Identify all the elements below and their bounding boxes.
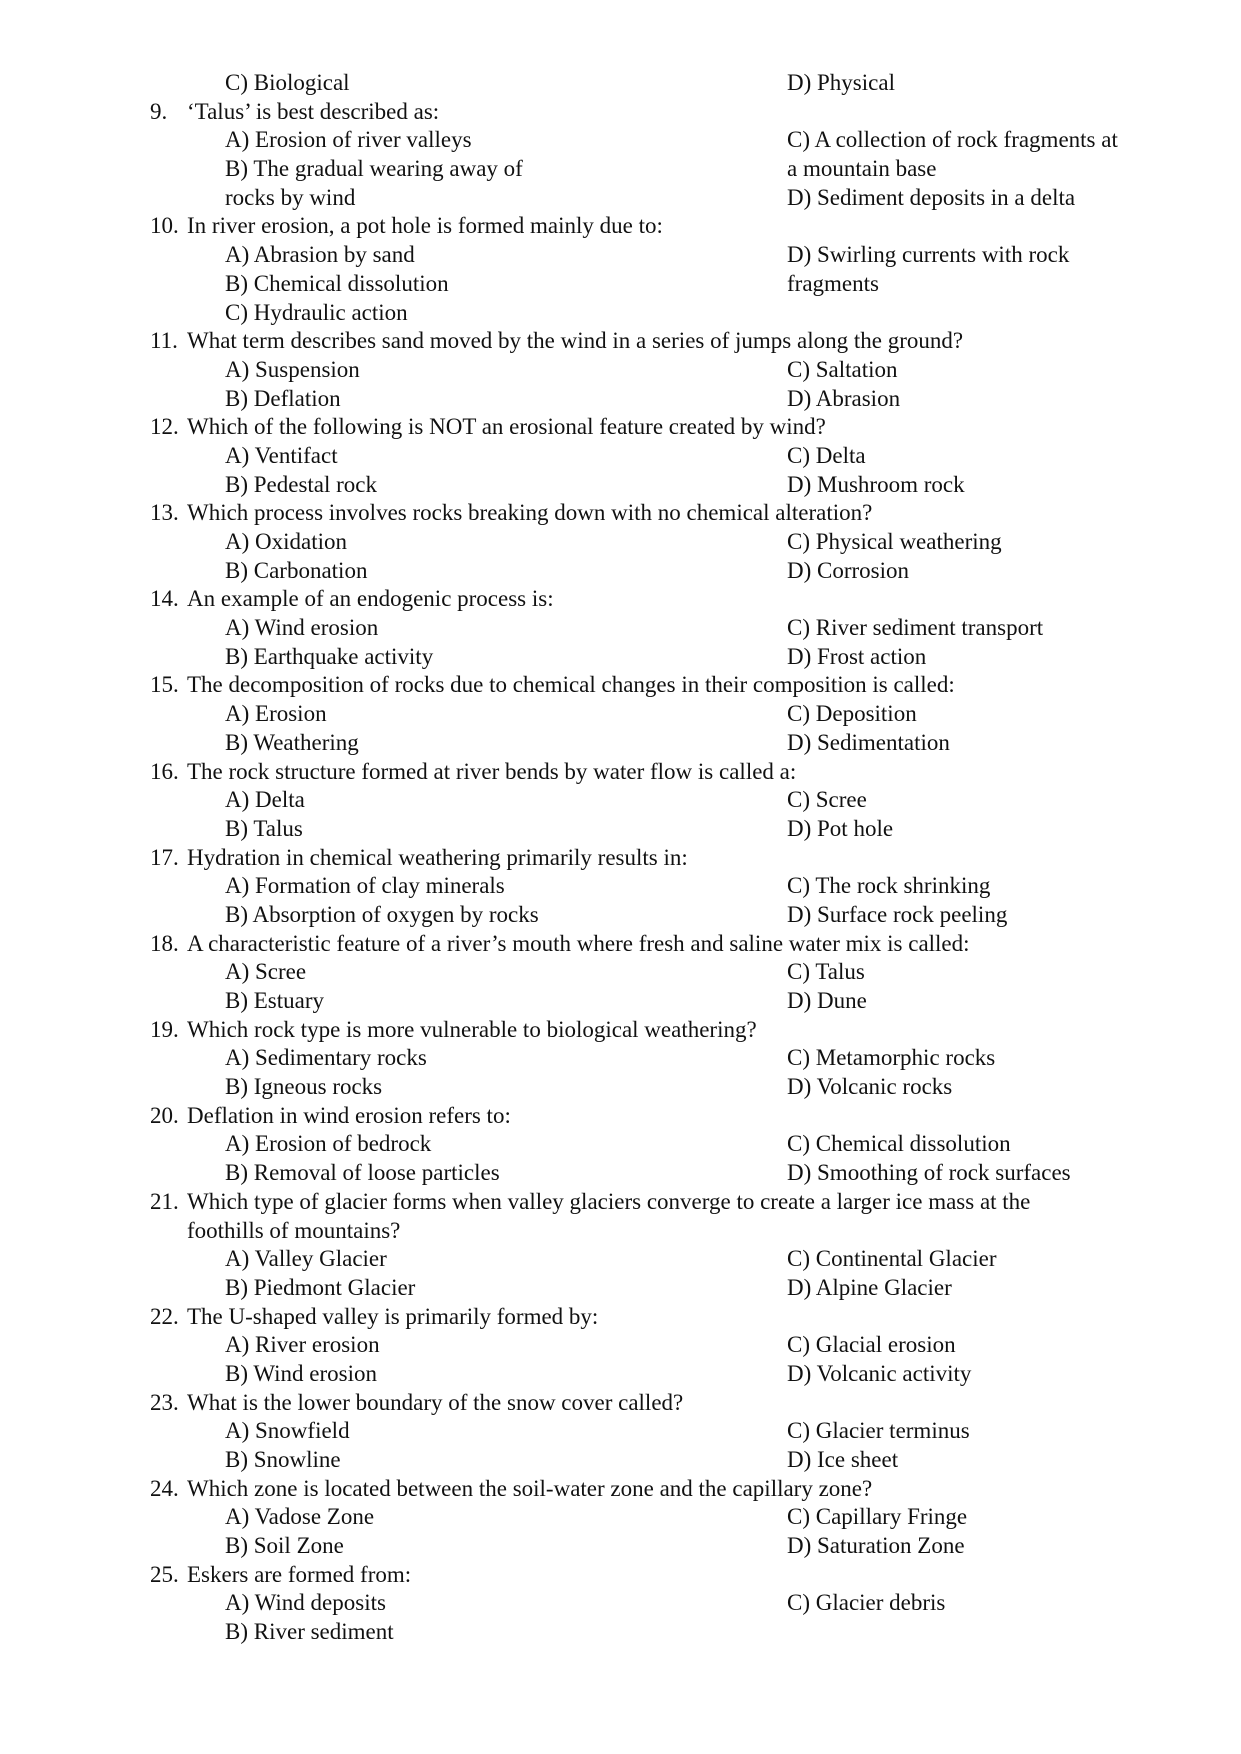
options-row: [0, 987, 1241, 1016]
question-row: [0, 1561, 1241, 1590]
options-row: [0, 1159, 1241, 1188]
question-row: [0, 413, 1241, 442]
option-right: D) Pot hole: [787, 815, 894, 841]
option-right: C) Deposition: [787, 701, 917, 727]
option-left: B) Carbonation: [225, 557, 368, 583]
option-left: B) Removal of loose particles: [225, 1160, 500, 1186]
option-left: B) Talus: [225, 815, 303, 841]
question-number: 23.: [150, 1389, 179, 1415]
options-row: [0, 1274, 1241, 1303]
options-row: [0, 1532, 1241, 1561]
options-row: [0, 155, 1241, 184]
options-row: [0, 872, 1241, 901]
question-text: Which rock type is more vulnerable to biological weathering?: [187, 1016, 757, 1042]
option-right: C) Metamorphic rocks: [787, 1045, 996, 1071]
option-right: D) Saturation Zone: [787, 1533, 965, 1559]
option-left: A) Formation of clay minerals: [225, 873, 505, 899]
option-right: D) Corrosion: [787, 557, 910, 583]
option-left: B) Soil Zone: [225, 1533, 344, 1559]
option-left: B) Estuary: [225, 988, 325, 1013]
option-left: A) Snowfield: [225, 1418, 350, 1444]
option-right: D) Ice sheet: [787, 1447, 899, 1472]
question-number: 15.: [150, 672, 179, 698]
option-left: A) Abrasion by sand: [225, 242, 415, 268]
question-number: 24.: [150, 1475, 179, 1501]
options-row: [0, 901, 1241, 930]
options-row: [0, 1503, 1241, 1532]
options-row: [0, 643, 1241, 672]
question-row-continued: [0, 1217, 1241, 1246]
options-row: [0, 442, 1241, 471]
question-row: [0, 1389, 1241, 1418]
question-text: What is the lower boundary of the snow cover called?: [187, 1389, 684, 1415]
question-text: Which type of glacier forms when valley glaciers converge to create a larger ice mass at the: [187, 1188, 1031, 1214]
options-row: [0, 700, 1241, 729]
question-row: [0, 1102, 1241, 1131]
option-left: B) Deflation: [225, 385, 341, 411]
option-right: C) Scree: [787, 787, 867, 813]
option-right: C) Physical weathering: [787, 529, 1002, 554]
option-left: A) Erosion of bedrock: [225, 1131, 432, 1157]
question-number: 18.: [150, 930, 179, 956]
question-number: 10.: [150, 213, 179, 239]
option-left: A) Erosion of river valleys: [225, 127, 472, 153]
question-text: Eskers are formed from:: [187, 1561, 412, 1587]
question-number: 19.: [150, 1016, 179, 1042]
options-row: [0, 1360, 1241, 1389]
options-row: [0, 184, 1241, 213]
option-right: D) Sedimentation: [787, 729, 950, 755]
options-row: [0, 126, 1241, 155]
option-right: C) Talus: [787, 959, 865, 985]
option-right: D) Mushroom rock: [787, 471, 965, 497]
option-left: A) Wind erosion: [225, 615, 379, 641]
question-number: 13.: [150, 500, 179, 526]
options-row: [0, 270, 1241, 299]
option-left: B) Piedmont Glacier: [225, 1274, 416, 1300]
option-right: C) The rock shrinking: [787, 873, 991, 899]
question-number: 16.: [150, 758, 179, 784]
options-row: [0, 1417, 1241, 1446]
options-row: [0, 614, 1241, 643]
options-row: [0, 815, 1241, 844]
option-right: C) Delta: [787, 442, 866, 468]
options-row: [0, 1589, 1241, 1618]
options-row: [0, 1044, 1241, 1073]
option-left: rocks by wind: [225, 184, 356, 210]
option-right: D) Dune: [787, 988, 867, 1013]
question-row: [0, 327, 1241, 356]
option-left: A) Oxidation: [225, 529, 348, 554]
question-page: [0, 69, 1241, 1647]
option-right: C) Continental Glacier: [787, 1246, 997, 1272]
option-left: A) Valley Glacier: [225, 1246, 387, 1272]
option-right: D) Sediment deposits in a delta: [787, 184, 1076, 210]
question-row: [0, 1188, 1241, 1217]
question-number: 17.: [150, 844, 179, 870]
question-text: The decomposition of rocks due to chemical changes in their composition is called:: [187, 672, 955, 698]
question-text: In river erosion, a pot hole is formed mainly due to:: [187, 213, 663, 239]
question-row: [0, 1475, 1241, 1504]
question-number: 25.: [150, 1561, 179, 1587]
question-number: 20.: [150, 1102, 179, 1128]
option-left: B) Absorption of oxygen by rocks: [225, 901, 539, 927]
options-row: [0, 1331, 1241, 1360]
leading-options-row: [0, 69, 1241, 98]
option-left: A) Sedimentary rocks: [225, 1045, 427, 1071]
option-right: C) A collection of rock fragments at: [787, 127, 1118, 153]
option-left: C) Hydraulic action: [225, 299, 408, 325]
question-text: What term describes sand moved by the wind in a series of jumps along the ground?: [187, 328, 964, 354]
option-left: A) River erosion: [225, 1332, 380, 1358]
option-left: A) Ventifact: [225, 442, 338, 468]
option-right: C) Saltation: [787, 356, 898, 382]
question-number: 21.: [150, 1188, 179, 1214]
question-text: Which of the following is NOT an erosional feature created by wind?: [187, 414, 826, 440]
option-right: C) Chemical dissolution: [787, 1131, 1011, 1157]
question-row: [0, 98, 1241, 127]
option-right: a mountain base: [787, 156, 937, 182]
question-number: 12.: [150, 414, 179, 440]
question-row: [0, 758, 1241, 787]
option-right: D) Abrasion: [787, 385, 901, 411]
question-text: The rock structure formed at river bends by water flow is called a:: [187, 758, 797, 784]
options-row: [0, 385, 1241, 414]
question-text: The U-shaped valley is primarily formed by:: [187, 1303, 599, 1329]
question-text: Hydration in chemical weathering primarily results in:: [187, 844, 688, 870]
options-row: [0, 1245, 1241, 1274]
question-text: A characteristic feature of a river’s mouth where fresh and saline water mix is called:: [187, 930, 970, 956]
options-row: [0, 471, 1241, 500]
option-left: A) Vadose Zone: [225, 1504, 375, 1530]
option-right: C) River sediment transport: [787, 615, 1044, 641]
options-row: [0, 557, 1241, 586]
option-d: D) Physical: [787, 70, 895, 95]
question-row: [0, 844, 1241, 873]
option-left: B) Chemical dissolution: [225, 270, 449, 296]
question-row: [0, 585, 1241, 614]
option-left: B) Earthquake activity: [225, 643, 434, 669]
options-row: [0, 786, 1241, 815]
options-row: [0, 1073, 1241, 1102]
question-text: Which process involves rocks breaking down with no chemical alteration?: [187, 500, 873, 526]
question-row: [0, 1303, 1241, 1332]
option-left: A) Scree: [225, 959, 307, 985]
option-left: B) River sediment: [225, 1619, 394, 1645]
options-row: [0, 729, 1241, 758]
option-left: B) Snowline: [225, 1447, 341, 1472]
question-row: [0, 930, 1241, 959]
option-left: A) Wind deposits: [225, 1590, 386, 1616]
options-row: [0, 299, 1241, 328]
options-row: [0, 356, 1241, 385]
option-right: D) Volcanic rocks: [787, 1074, 953, 1100]
option-left: B) Pedestal rock: [225, 471, 378, 497]
option-right: D) Alpine Glacier: [787, 1274, 952, 1300]
question-text: Which zone is located between the soil-water zone and the capillary zone?: [187, 1475, 873, 1501]
options-row: [0, 241, 1241, 270]
option-left: B) Wind erosion: [225, 1360, 377, 1386]
question-number: 14.: [150, 586, 179, 612]
question-row: [0, 671, 1241, 700]
question-number: 22.: [150, 1303, 179, 1329]
option-right: D) Swirling currents with rock: [787, 242, 1070, 268]
question-row: [0, 499, 1241, 528]
options-row: [0, 528, 1241, 557]
question-text-continued: foothills of mountains?: [187, 1217, 401, 1243]
question-text: ‘Talus’ is best described as:: [187, 98, 440, 124]
option-right: D) Surface rock peeling: [787, 901, 1008, 927]
option-right: D) Frost action: [787, 643, 927, 669]
option-right: C) Capillary Fringe: [787, 1504, 968, 1530]
question-number: 9.: [150, 98, 168, 124]
question-text: An example of an endogenic process is:: [187, 586, 554, 612]
option-right: D) Volcanic activity: [787, 1360, 972, 1386]
option-right: fragments: [787, 270, 879, 296]
option-right: C) Glacial erosion: [787, 1332, 956, 1358]
option-left: A) Erosion: [225, 701, 327, 727]
option-right: C) Glacier terminus: [787, 1418, 970, 1444]
question-text: Deflation in wind erosion refers to:: [187, 1102, 511, 1128]
options-row: [0, 1618, 1241, 1647]
option-right: D) Smoothing of rock surfaces: [787, 1160, 1071, 1186]
option-left: B) Weathering: [225, 729, 359, 755]
option-c: C) Biological: [225, 70, 350, 95]
option-right: C) Glacier debris: [787, 1590, 946, 1616]
option-left: A) Suspension: [225, 356, 360, 382]
options-row: [0, 1130, 1241, 1159]
question-row: [0, 1016, 1241, 1045]
option-left: B) The gradual wearing away of: [225, 156, 523, 182]
options-row: [0, 1446, 1241, 1475]
option-left: B) Igneous rocks: [225, 1074, 383, 1100]
question-number: 11.: [150, 328, 178, 354]
question-row: [0, 212, 1241, 241]
options-row: [0, 958, 1241, 987]
option-left: A) Delta: [225, 787, 305, 813]
